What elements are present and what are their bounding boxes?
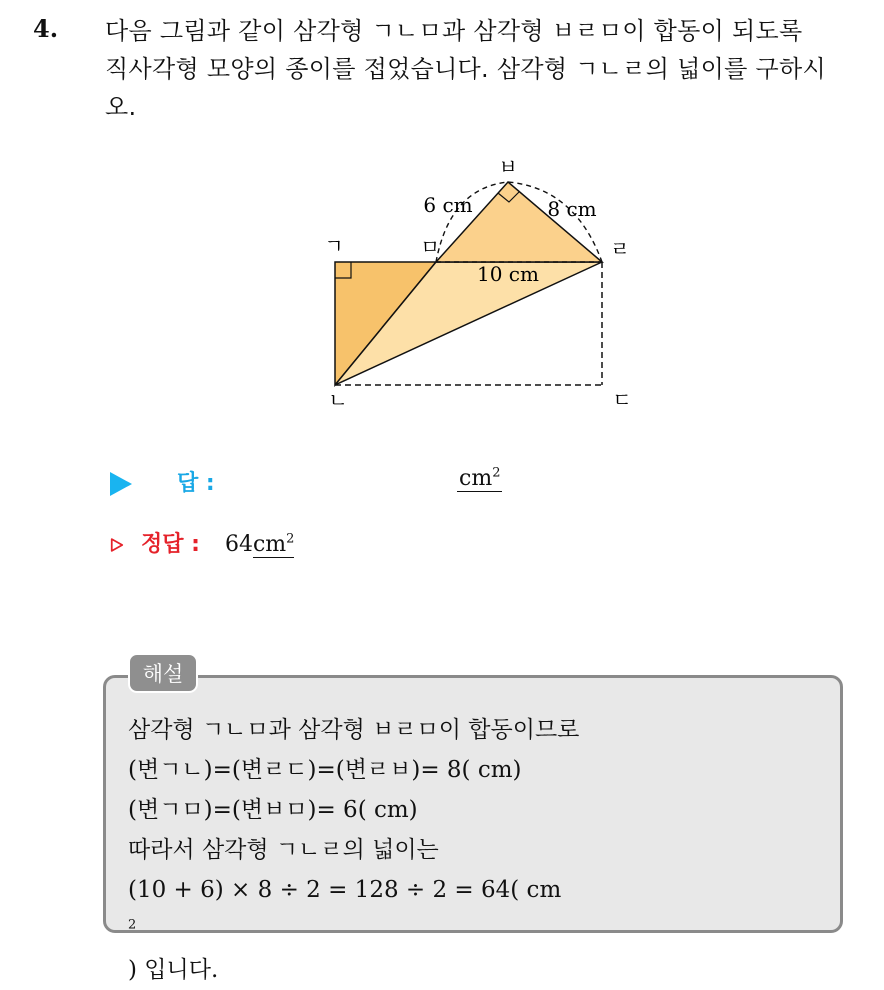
answer-unit-exp: 2 [492,465,501,481]
solution-line-5-tail: ) 입니다. [128,957,219,983]
answer-unit: cm [459,466,493,491]
solution-line-5-exp: 2 [128,917,137,933]
label-b: ㅂ [498,155,518,179]
question-line-3: 오. [105,93,137,121]
label-d: ㄷ [612,388,632,412]
answer-row [110,465,501,497]
label-g: ㄱ [324,234,344,258]
correct-row [110,527,294,558]
correct-label: 정답 : [141,532,200,557]
answer-blank[interactable] [457,466,502,492]
play-icon [110,472,132,496]
outline-play-icon [110,537,124,553]
answer-label: 답 : [177,471,215,496]
solution-line-5 [128,870,579,990]
length-mr: 10 cm [477,262,539,286]
solution-line-1: 삼각형 ㄱㄴㅁ과 삼각형 ㅂㄹㅁ이 합동이므로 [128,717,580,743]
label-r: ㄹ [610,237,630,261]
solution-line-5-main: (10 + 6) × 8 ÷ 2 = 128 ÷ 2 = 64( cm [128,877,562,903]
question-text [105,12,865,126]
correct-unit: cm [252,532,287,557]
label-n: ㄴ [328,388,348,412]
length-br: 8 cm [547,197,597,221]
solution-line-4: 따라서 삼각형 ㄱㄴㄹ의 넓이는 [128,837,439,863]
length-bm: 6 cm [423,193,473,217]
correct-unit-exp: 2 [286,531,295,547]
question-line-1: 다음 그림과 같이 삼각형 ㄱㄴㅁ과 삼각형 ㅂㄹㅁ이 합동이 되도록 [105,17,803,45]
solution-line-2: (변ㄱㄴ)=(변ㄹㄷ)=(변ㄹㅂ)= 8( cm) [128,757,522,783]
label-m: ㅁ [420,235,440,259]
solution-line-3: (변ㄱㅁ)=(변ㅂㅁ)= 6( cm) [128,797,418,823]
folded-rectangle-figure [300,150,650,420]
correct-unit-wrap [253,532,294,558]
solution-text [128,710,579,990]
question-number: 4. [33,14,59,43]
question-line-2: 직사각형 모양의 종이를 접었습니다. 삼각형 ㄱㄴㄹ의 넓이를 구하시 [105,55,826,83]
correct-value: 64 [224,532,253,557]
solution-tab: 해설 [128,653,198,693]
